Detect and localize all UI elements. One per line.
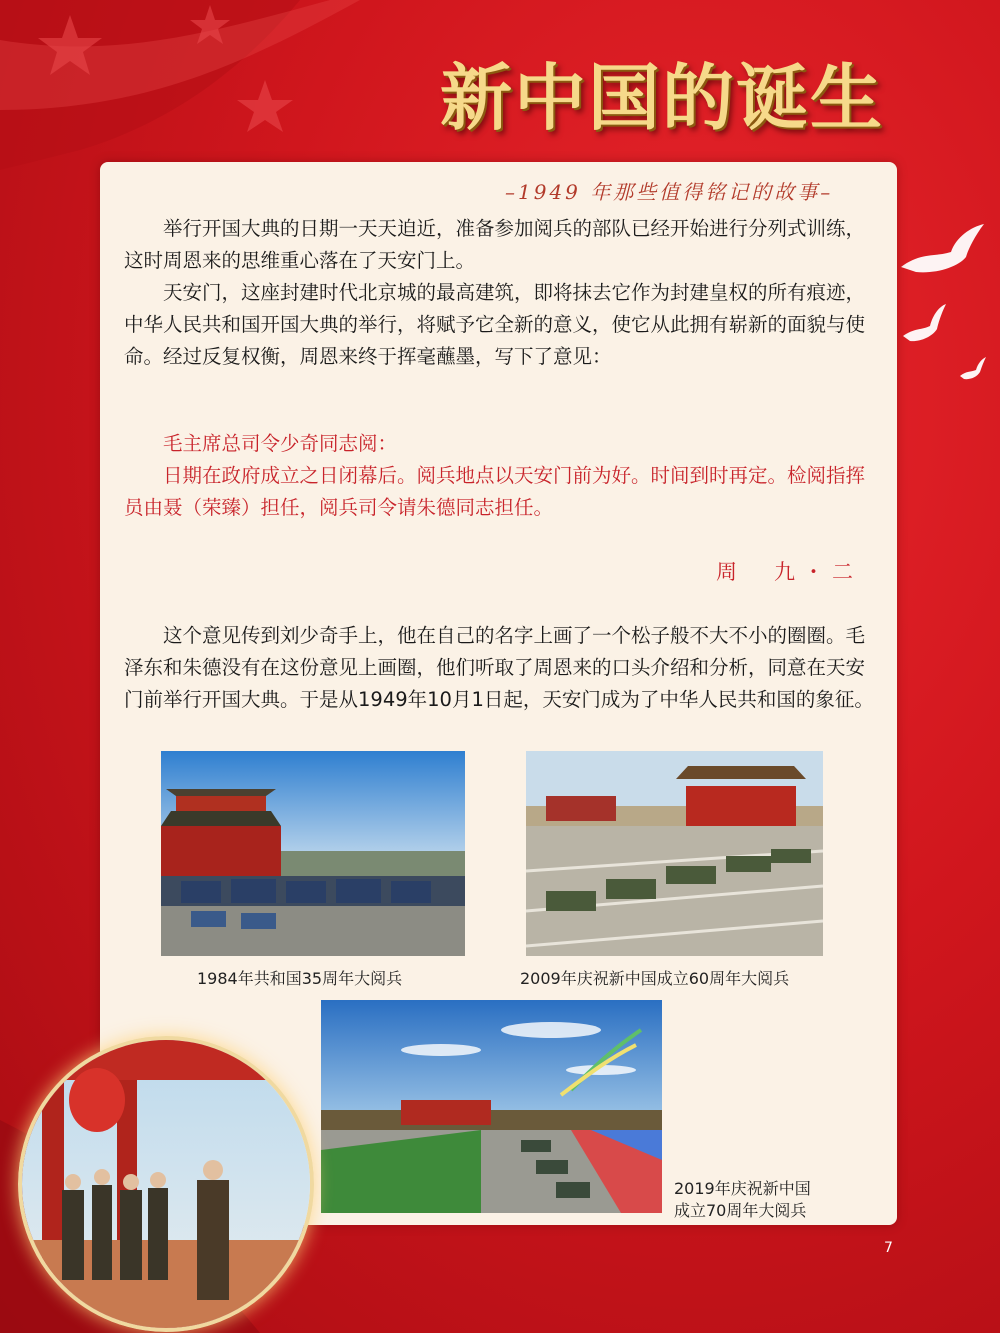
paragraph-2: 天安门，这座封建时代北京城的最高建筑，即将抹去它作为封建皇权的所有痕迹，中华人民共和国开国大典的举行，将赋予它全新的意义，使它从此拥有崭新的面貌与使命。经过反复权衡，周恩来终于挥毫蘸墨，写下了意见： (124, 281, 866, 368)
dove-icon (896, 222, 991, 282)
note-signature: 周 九・二 (716, 560, 861, 584)
caption-2019-line1: 2019年庆祝新中国 (674, 1179, 811, 1198)
dove-icon (900, 302, 950, 347)
photo-parade-2019 (321, 1000, 662, 1213)
caption-1984: 1984年共和国35周年大阅兵 (197, 969, 403, 988)
photo-parade-1984 (161, 751, 465, 956)
photo-parade-2009 (526, 751, 823, 956)
star-icon (237, 80, 293, 132)
caption-2019-line2: 成立70周年大阅兵 (674, 1201, 807, 1220)
subtitle: –1949 年那些值得铭记的故事– (505, 180, 834, 204)
page-title: 新中国的诞生 (440, 55, 885, 140)
founding-ceremony-painting (18, 1036, 314, 1332)
paragraph-3: 这个意见传到刘少奇手上，他在自己的名字上画了一个松子般不大不小的圈圈。毛泽东和朱德没有在这份意见上画圈，他们听取了周恩来的口头介绍和分析，同意在天安门前举行开国大典。于是从1949年10月1日起，天安门成为了中华人民共和国的象征。 (124, 624, 874, 711)
caption-2009: 2009年庆祝新中国成立60周年大阅兵 (520, 969, 790, 988)
page-number: 7 (884, 1240, 893, 1256)
dove-icon (958, 356, 988, 382)
note-content: 日期在政府成立之日闭幕后。阅兵地点以天安门前为好。时间到时再定。检阅指挥员由聂（荣臻）担任，阅兵司令请朱德同志担任。 (124, 464, 866, 519)
note-salutation: 毛主席总司令少奇同志阅： (163, 432, 398, 455)
paragraph-1: 举行开国大典的日期一天天迫近，准备参加阅兵的部队已经开始进行分列式训练，这时周恩来的思维重心落在了天安门上。 (124, 217, 866, 272)
